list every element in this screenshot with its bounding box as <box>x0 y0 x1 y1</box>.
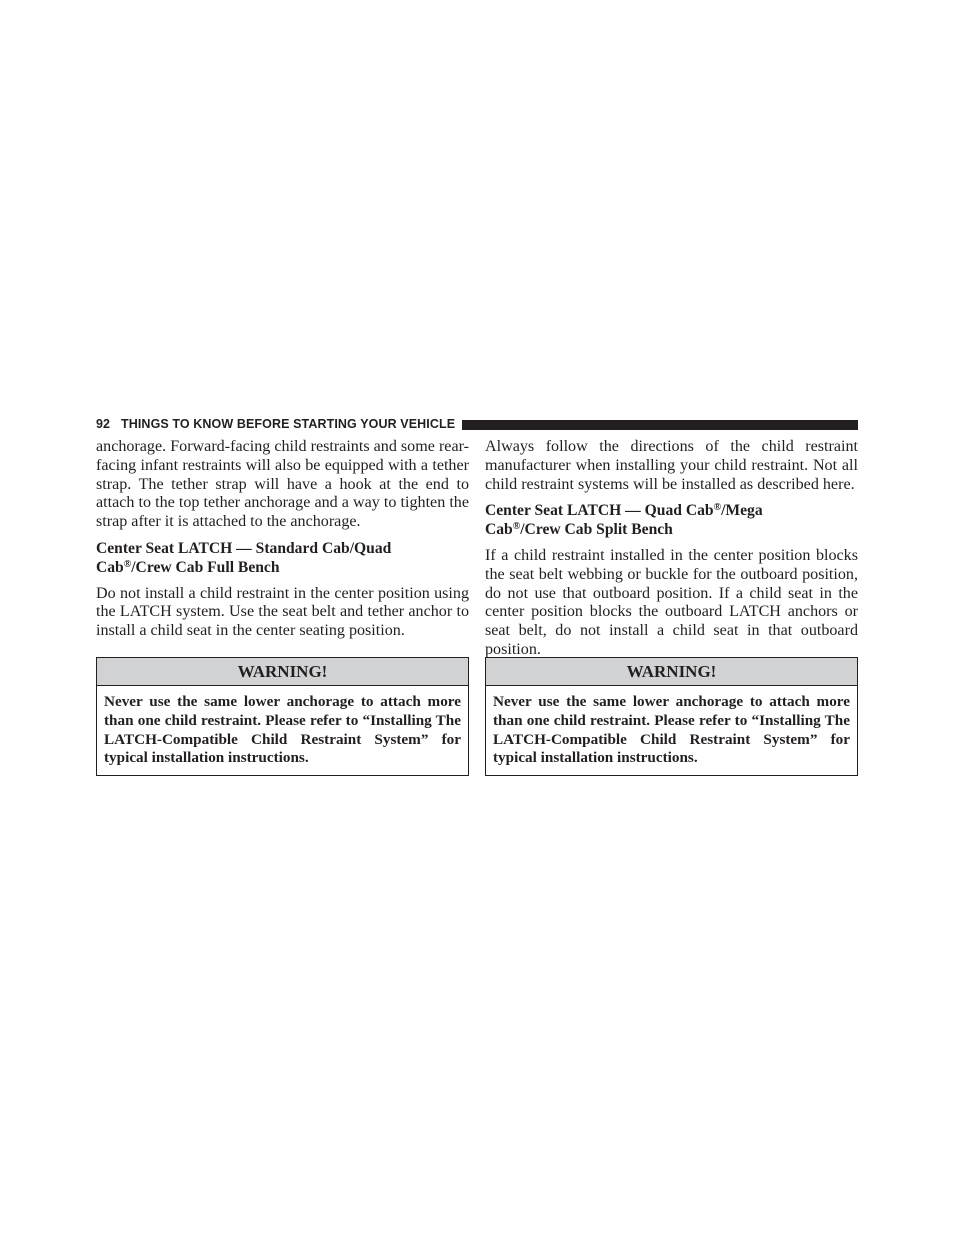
right-subheading-mega: /Mega <box>721 502 763 520</box>
left-warning-text: Never use the same lower anchorage to attach more than one child restraint. Please refer to “Installing The LATCH-Compatible Child Restraint System” for typical installation instructions. <box>104 693 461 767</box>
right-paragraph-directions: Always follow the directions of the child restraint manufacturer when installing your child restraint. Not all child restraint systems will be installed as described here. <box>485 438 858 493</box>
left-paragraph-center-position: Do not install a child restraint in the center position using the LATCH system. Use the seat belt and tether anchor to install a child seat in the center seating position. <box>96 584 469 640</box>
registered-mark: ® <box>512 521 521 533</box>
page-number: 92 <box>96 417 111 431</box>
right-subheading-line1: Center Seat LATCH — Quad Cab <box>485 502 714 520</box>
registered-mark: ® <box>123 558 132 570</box>
right-subheading-cab: Cab <box>485 521 513 539</box>
right-paragraph-outboard: If a child restraint installed in the center position blocks the seat belt webbing or buckle for the outboard position, do not use that outboard position. If a child seat in the center position blocks the outboard LATCH anchors or seat belt, do not install a child seat in that outboard position. <box>485 546 858 658</box>
left-subheading <box>96 540 469 578</box>
section-title: THINGS TO KNOW BEFORE STARTING YOUR VEHICLE <box>121 417 456 431</box>
left-warning-box <box>96 657 469 776</box>
left-subheading-line2: /Crew Cab Full Bench <box>131 558 280 576</box>
left-column <box>96 438 469 641</box>
left-subheading-cab: Cab <box>96 558 124 576</box>
right-column <box>485 438 858 660</box>
left-warning-title: WARNING! <box>97 658 468 686</box>
left-subheading-line1: Center Seat LATCH — Standard Cab/Quad <box>96 539 392 557</box>
registered-mark: ® <box>713 502 722 514</box>
right-subheading-line2: /Crew Cab Split Bench <box>520 521 673 539</box>
page-header <box>96 416 858 432</box>
right-warning-title: WARNING! <box>486 658 857 686</box>
right-warning-box <box>485 657 858 776</box>
left-paragraph-anchorage: anchorage. Forward-facing child restraints and some rear-facing infant restraints will also be equipped with a tether strap. The tether strap will have a hook at the end to attach to the top tether anchorage and a way to tighten the strap after it is attached to the anchorage. <box>96 438 469 531</box>
right-subheading <box>485 502 858 540</box>
right-warning-text: Never use the same lower anchorage to attach more than one child restraint. Please refer to “Installing The LATCH-Compatible Child Restraint System” for typical installation instructions. <box>493 693 850 767</box>
header-rule <box>462 420 858 430</box>
